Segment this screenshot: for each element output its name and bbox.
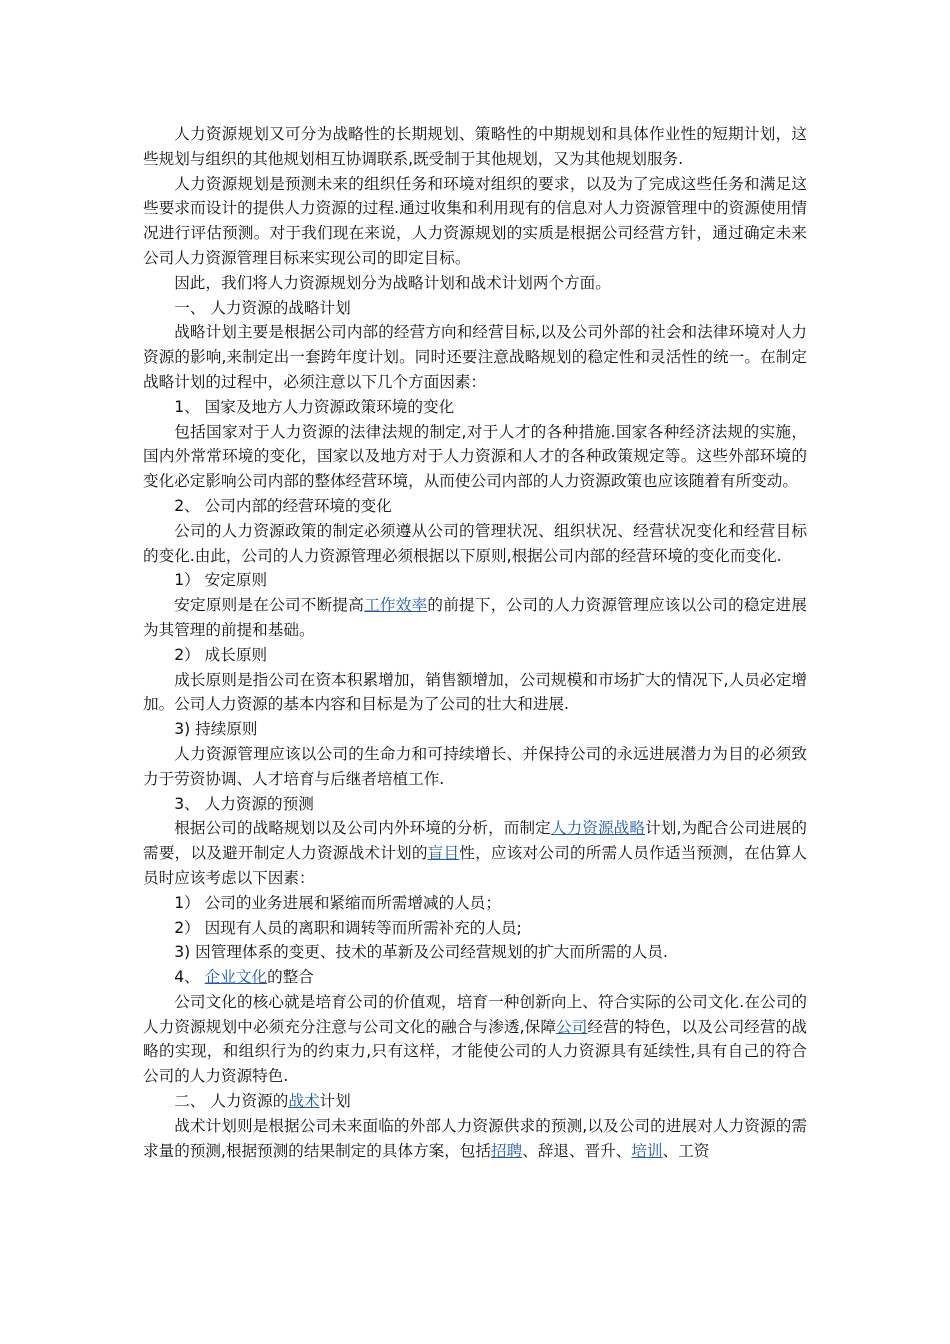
link-corporate-culture[interactable]: 企业文化 [204,968,268,987]
paragraph-strategic-plan: 战略计划主要是根据公司内部的经营方向和经营目标,以及公司外部的社会和法律环境对人力资源的影响,来制定出一套跨年度计划。同时还要注意战略规划的稳定性和灵活性的统一。在制定战略计划的过程中，必须注意以下几个方面因素： [143,323,807,391]
heading-strategic-plan: 一、 人力资源的战略计划 [174,298,351,317]
paragraph-policy-environment: 包括国家对于人力资源的法律法规的制定,对于人才的各种措施.国家各种经济法规的实施，国内外常常环境的变化，国家以及地方对于人力资源和人才的各种政策规定等。这些外部环境的变化必定影响公司内部的整体经营环境，从而使公司内部的人力资源政策也应该随着有所变动。 [143,422,807,491]
text-segment: 的前提下，公司的人力资源管理应该以公司的稳定进展为其管理的前提和基础。 [143,596,807,639]
paragraph-tactical-plan [143,1114,807,1164]
heading-policy-environment: 1、 国家及地方人力资源政策环境的变化 [174,397,455,416]
heading-stability-principle: 1） 安定原则 [174,571,268,590]
text-segment: 战术计划则是根据公司未来面临的外部人力资源供求的预测,以及公司的进展对人力资源的需求量的预测,根据预测的结果制定的具体方案，包括 [143,1116,807,1160]
text-segment: 计划,为配合公司进展的需要，以及避开制定人力资源战术计划的 [143,819,807,863]
heading-tactical-plan [143,1089,807,1114]
link-hr-strategy[interactable]: 人力资源战略 [550,819,646,838]
link-company[interactable]: 公司 [556,1017,588,1036]
text-segment: 根据公司的战略规划以及公司内外环境的分析，而制定 [174,819,551,838]
link-tactics[interactable]: 战术 [288,1092,320,1111]
paragraph-internal-environment: 公司的人力资源政策的制定必须遵从公司的管理状况、组织状况、经营状况变化和经营目标的变化.由此，公司的人力资源管理必须根据以下原则,根据公司内部的经营环境的变化而变化. [143,521,807,565]
text-segment: 性，应该对公司的所需人员作适当预测，在估算人员时应该考虑以下因素： [143,844,807,887]
paragraph-hr-forecast [143,816,807,890]
text-segment: 计划 [319,1092,351,1111]
text-segment: 、工资 [662,1141,710,1160]
list-item-business-change: 1） 公司的业务进展和紧缩而所需增减的人员； [174,893,501,912]
paragraph-planning-types: 人力资源规划又可分为战略性的长期规划、策略性的中期规划和具体作业性的短期计划，这些规划与组织的其他规划相互协调联系,既受制于其他规划，又为其他规划服务. [143,125,807,168]
link-work-efficiency[interactable]: 工作效率 [364,596,428,615]
text-segment: 安定原则是在公司不断提高 [174,596,365,615]
text-segment: 、辞退、晋升、 [522,1141,632,1160]
list-item-system-change: 3) 因管理体系的变更、技术的革新及公司经营规划的扩大而所需的人员. [174,943,668,962]
text-segment: 经营的特色，以及公司经营的战略的实现，和组织行为的约束力,只有这样，才能使公司的人力资源具有延续性,具有自己的符合公司的人力资源特色. [143,1017,807,1086]
text-segment: 公司文化的核心就是培育公司的价值观，培育一种创新向上、符合实际的公司文化.在公司的人力资源规划中必须充分注意与公司文化的融合与渗透,保障 [143,992,807,1036]
link-blind[interactable]: 盲目 [427,844,460,863]
heading-culture-integration [143,965,807,990]
paragraph-continuity-principle: 人力资源管理应该以公司的生命力和可持续增长、并保持公司的永远进展潜力为目的必须致力于劳资协调、人才培育与后继者培植工作. [143,744,807,788]
paragraph-planning-split: 因此，我们将人力资源规划分为战略计划和战术计划两个方面。 [174,273,611,292]
paragraph-planning-definition: 人力资源规划是预测未来的组织任务和环境对组织的要求，以及为了完成这些任务和满足这些要求而设计的提供人力资源的过程.通过收集和利用现有的信息对人力资源管理中的资源使用情况进行评估预测。对于我们现在来说，人力资源规划的实质是根据公司经营方针，通过确定未来公司人力资源管理目标来实现公司的即定目标。 [143,174,807,267]
heading-hr-forecast: 3、 人力资源的预测 [174,794,314,813]
paragraph-culture-integration [143,990,807,1089]
heading-growth-principle: 2） 成长原则 [174,645,268,664]
text-segment: 二、 人力资源的 [174,1092,289,1111]
list-item-turnover: 2） 因现有人员的离职和调转等而所需补充的人员; [174,918,522,937]
link-training[interactable]: 培训 [631,1141,663,1160]
paragraph-stability-principle [143,593,807,643]
heading-internal-environment: 2、 公司内部的经营环境的变化 [174,496,392,515]
link-recruitment[interactable]: 招聘 [491,1141,523,1160]
paragraph-growth-principle: 成长原则是指公司在资本积累增加，销售额增加，公司规模和市场扩大的情况下,人员必定增加。公司人力资源的基本内容和目标是为了公司的壮大和进展. [143,670,807,714]
document-body [143,122,807,1163]
text-segment: 的整合 [267,968,314,987]
heading-continuity-principle: 3) 持续原则 [174,720,258,739]
text-segment: 4、 [174,968,205,987]
